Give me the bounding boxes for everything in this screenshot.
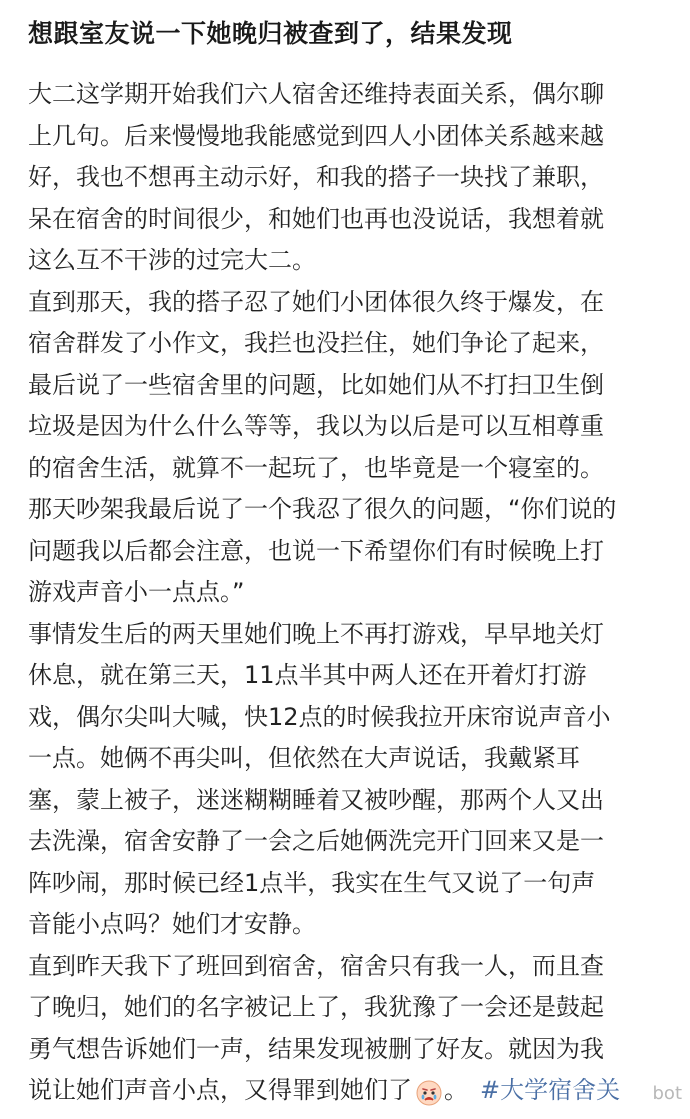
post-body-line: 那天吵架我最后说了一个我忍了很久的问题，“你们说的 — [28, 495, 617, 523]
post-body-line: 休息，就在第三天，11点半其中两人还在开着灯打游 — [28, 661, 587, 689]
post-body-line: 事情发生后的两天里她们晚上不再打游戏，早早地关灯 — [28, 619, 604, 648]
post-title: 想跟室友说一下她晚归被查到了，结果发现 — [28, 19, 513, 48]
post-body-line: 这么互不干涉的过完大二。 — [28, 246, 316, 274]
post-last-line — [28, 1070, 668, 1112]
post-container — [28, 0, 668, 1112]
post-body-line: 直到昨天我下了班回到宿舍，宿舍只有我一人，而且查 — [28, 951, 604, 980]
post-body-line: 游戏声音小一点点。” — [28, 578, 245, 606]
post-body-line: 戏，偶尔尖叫大喊，快12点的时候我拉开床帘说声音小 — [28, 702, 611, 731]
topic-hashtag-link[interactable]: #大学宿舍关 — [480, 1076, 621, 1104]
post-body-line: 勇气想告诉她们一声，结果发现被删了好友。就因为我 — [28, 1034, 604, 1063]
post-body-line: 去洗澡，宿舍安静了一会之后她俩洗完开门回来又是一 — [28, 827, 604, 855]
post-body-line: 大二这学期开始我们六人宿舍还维持表面关系，偶尔聊 — [28, 80, 604, 108]
post-body-line: 了晚归，她们的名字被记上了，我犹豫了一会还是鼓起 — [28, 993, 604, 1021]
post-body-line: 宿舍群发了小作文，我拦也没拦住，她们争论了起来， — [28, 329, 604, 357]
post-body-line: 音能小点吗？她们才安静。 — [28, 910, 316, 938]
post-body-line: 的宿舍生活，就算不一起玩了，也毕竟是一个寝室的。 — [28, 453, 604, 482]
post-body-line: 上几句。后来慢慢地我能感觉到四人小团体关系越来越 — [28, 121, 604, 150]
post-body-line: 最后说了一些宿舍里的问题，比如她们从不打扫卫生倒 — [28, 370, 604, 399]
post-body-line: 问题我以后都会注意，也说一下希望你们有时候晚上打 — [28, 536, 604, 565]
post-body-line: 直到那天，我的搭子忍了她们小团体很久终于爆发，在 — [28, 287, 604, 316]
post-last-line-text: 说让她们声音小点，又得罪到她们了 — [28, 1076, 412, 1104]
post-body-line: 垃圾是因为什么什么等等，我以为以后是可以互相尊重 — [28, 412, 604, 440]
post-trail-punct: 。 — [444, 1076, 468, 1104]
post-body-line: 好，我也不想再主动示好，和我的搭子一块找了兼职， — [28, 163, 604, 191]
post-body — [28, 74, 668, 1112]
crying-face-emoji-icon — [416, 1078, 442, 1104]
post-body-line: 塞，蒙上被子，迷迷糊糊睡着又被吵醒，那两个人又出 — [28, 785, 604, 814]
watermark: bot — [652, 1083, 682, 1104]
post-body-line: 阵吵闹，那时候已经1点半，我实在生气又说了一句声 — [28, 868, 596, 897]
post-body-line: 一点。她俩不再尖叫，但依然在大声说话，我戴紧耳 — [28, 744, 580, 772]
post-body-line: 呆在宿舍的时间很少，和她们也再也没说话，我想着就 — [28, 204, 604, 233]
